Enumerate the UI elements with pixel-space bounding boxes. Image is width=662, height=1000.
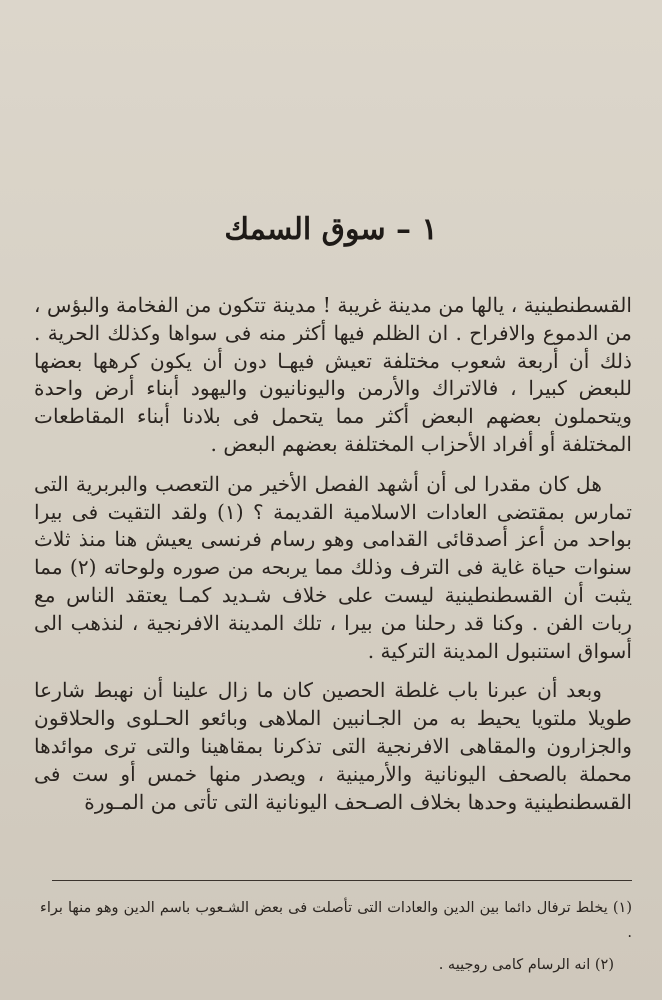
paragraph-1: القسطنطينية ، يالها من مدينة غريبة ! مدينة تتكون من الفخامة والبؤس ، من الدموع والافراح . ان الظلم فيها أكثر منه فى سواها وكذلك الحرية . ذلك أن أربعة شعوب مختلفة تعيش فيهـا دون أن يكون كرهها بعضها للبعض كبيرا ، فالاتراك والأرمن واليونانيون واليهود أبناء أرض واحدة ويتحملون بعضهم البعض أكثر مما يتحمل فى بلادنا أبناء المقاطعات المختلفة أو أفراد الأحزاب المختلفة بعضهم البعض . [34,293,632,456]
footnote-2: (٢) انه الرسام كامى روجييه . [438,957,614,973]
body-text [34,292,632,816]
footnote-1: (١) يخلط ترفال دائما بين الدين والعادات التى تأصلت فى بعض الشـعوب باسم الدين وهو منها براء . [40,900,632,941]
paragraph-2: هل كان مقدرا لى أن أشهد الفصل الأخير من التعصب والبربرية التى تمارس بمقتضى العادات الاسلامية القديمة ؟ (١) ولقد التقيت فى بيرا بواحد من أعز أصدقائى القدامى وهو رسام فرنسى يعيش هنا منذ ثلاث سنوات حياة غاية فى الترف وذلك مما يربحه من صوره ولوحاته (٢) مما يثبت أن القسطنطينية ليست على خلاف شـديد كمـا يعتقد الناس مع ربات الفن . وكنا قد رحلنا من بيرا ، تلك المدينة الافرنجية ، لنذهب الى أسواق استنبول المدينة التركية . [34,471,632,663]
footnote-divider [52,880,632,881]
paragraph-3: وبعد أن عبرنا باب غلطة الحصين كان ما زال علينا أن نهبط شارعا طويلا ملتويا يحيط به من الجـانبين الملاهى وبائعو الحـلوى والحلاقون والجزارون والمقاهى الافرنجية التى تذكرنا بمقاهينا والتى ترى موائدها محملة بالصحف اليونانية والأرمينية ، ويصدر منها خمس أو ست فى القسطنطينية وحدها بخلاف الصـحف اليونانية التى تأتى من المـورة [34,678,632,814]
footnotes [40,896,632,978]
chapter-title: ١ – سوق السمك [224,212,438,247]
